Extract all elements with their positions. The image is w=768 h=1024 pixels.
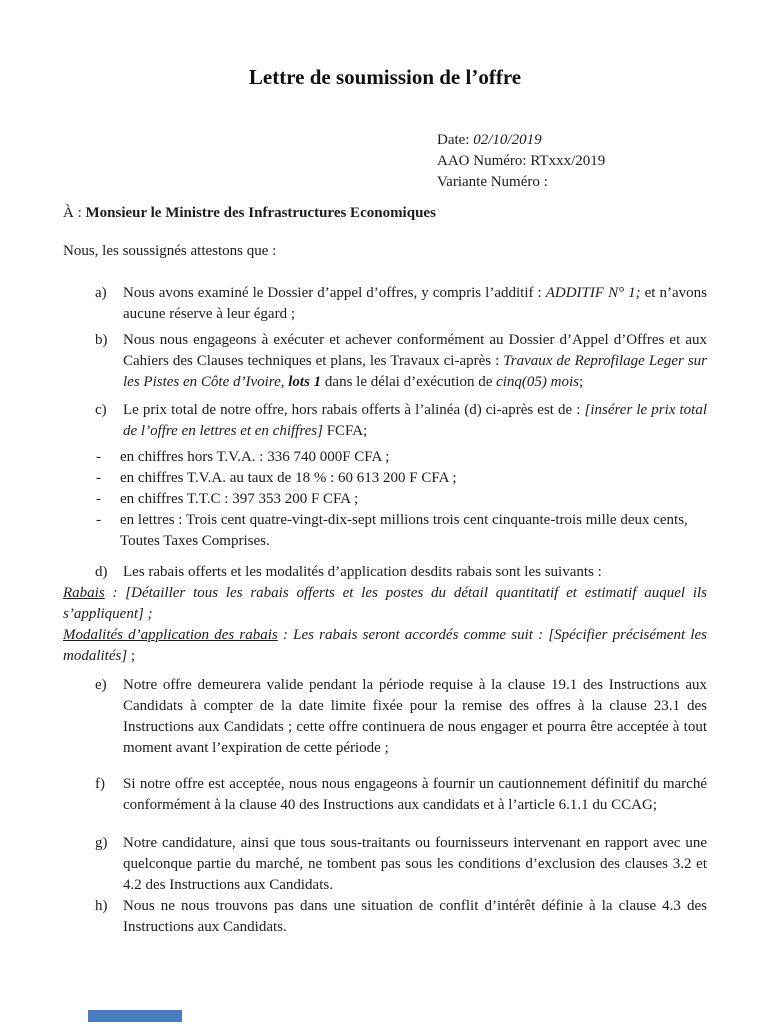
aao-number-line <box>437 151 707 172</box>
aao-label: AAO Numéro: <box>437 153 531 169</box>
page-title: Lettre de soumission de l’offre <box>248 65 522 89</box>
item-f-marker: f) <box>95 776 105 792</box>
modalites-line <box>63 625 707 667</box>
price-line-ttc <box>63 489 707 510</box>
item-b-marker: b) <box>95 332 108 348</box>
price-list <box>63 447 707 552</box>
item-f-text: Si notre offre est acceptée, nous nous engageons à fournir un cautionnement définitif du marché conformément à la clause 40 des Instructions aux candidats et à l’article 6.1.1 du CCAG; <box>123 776 707 813</box>
variante-label: Variante Numéro : <box>437 174 548 190</box>
item-g-text: Notre candidature, ainsi que tous sous-traitants ou fournisseurs intervenant en rapport avec une quelconque partie du marché, ne tombent pas sous les conditions d’exclusion des clauses 3.2 et 4.2 des Instructions aux Candidats. <box>123 835 707 893</box>
dash-marker: - <box>96 470 101 486</box>
dash-marker: - <box>96 512 101 528</box>
item-a <box>63 283 707 325</box>
modalites-text: Modalités d’application des rabais : Les rabais seront accordés comme suit : [Spécifier précisément les modalités] ; <box>63 627 707 664</box>
item-c <box>63 400 707 442</box>
item-g <box>63 833 707 896</box>
dash-marker: - <box>96 491 101 507</box>
item-a-text: Nous avons examiné le Dossier d’appel d’offres, y compris l’additif : ADDITIF N° 1; et n’avons aucune réserve à leur égard ; <box>123 285 707 322</box>
rabais-line <box>63 583 707 625</box>
item-d-text: Les rabais offerts et les modalités d’application desdits rabais sont les suivants : <box>123 564 602 580</box>
price-line-lettres <box>63 510 707 552</box>
item-c-marker: c) <box>95 402 107 418</box>
item-e-marker: e) <box>95 677 107 693</box>
item-h-text: Nous ne nous trouvons pas dans une situation de conflit d’intérêt définie à la clause 4.3 des Instructions aux Candidats. <box>123 898 707 935</box>
item-d-marker: d) <box>95 564 108 580</box>
item-a-marker: a) <box>95 285 107 301</box>
item-e-text: Notre offre demeurera valide pendant la période requise à la clause 19.1 des Instructions aux Candidats à compter de la date limite fixée pour la remise des offres à la clause 23.1 des Instructions aux Candidats ; cette offre continuera de nous engager et pourra être acceptée à tout moment avant l’expiration de cette période ; <box>123 677 707 756</box>
price-line-text: en chiffres T.V.A. au taux de 18 % : 60 613 200 F CFA ; <box>120 470 457 486</box>
dash-marker: - <box>96 449 101 465</box>
item-g-marker: g) <box>95 835 108 851</box>
rabais-text: Rabais : [Détailler tous les rabais offerts et les postes du détail quantitatif et estimatif auquel ils s’appliquent] ; <box>63 585 707 622</box>
date-line <box>437 130 707 151</box>
intro-line: Nous, les soussignés attestons que : <box>63 243 277 259</box>
price-line-text: en lettres : Trois cent quatre-vingt-dix-sept millions trois cent cinquante-trois mille deux cents, Toutes Taxes Comprises. <box>120 512 688 549</box>
price-line-hors-tva <box>63 447 707 468</box>
date-label: Date: <box>437 132 474 148</box>
item-b-text: Nous nous engageons à exécuter et achever conformément au Dossier d’Appel d’Offres et aux Cahiers des Clauses techniques et plans, les Travaux ci-après : Travaux de Reprofilage Leger sur les Pistes en Côte d’Ivoire, lots 1 dans le délai d’exécution de cinq(05) mois; <box>123 332 707 390</box>
item-f <box>63 774 707 816</box>
date-value: 02/10/2019 <box>473 132 542 148</box>
recipient-prefix: À : <box>63 205 86 221</box>
price-line-tva <box>63 468 707 489</box>
item-c-text: Le prix total de notre offre, hors rabais offerts à l’alinéa (d) ci-après est de : [insérer le prix total de l’offre en lettres et en chiffres] FCFA; <box>123 402 707 439</box>
price-line-text: en chiffres hors T.V.A. : 336 740 000F CFA ; <box>120 449 390 465</box>
item-h <box>63 896 707 938</box>
item-b <box>63 330 707 393</box>
bottom-blue-bar <box>88 1010 182 1022</box>
item-h-marker: h) <box>95 898 108 914</box>
recipient-name: Monsieur le Ministre des Infrastructures Economiques <box>85 205 436 221</box>
item-d <box>63 562 707 583</box>
variante-number-line <box>437 172 707 193</box>
price-line-text: en chiffres T.T.C : 397 353 200 F CFA ; <box>120 491 359 507</box>
meta-block <box>437 130 707 193</box>
aao-value: RTxxx/2019 <box>530 153 606 169</box>
recipient-line <box>63 203 707 224</box>
item-e <box>63 675 707 759</box>
